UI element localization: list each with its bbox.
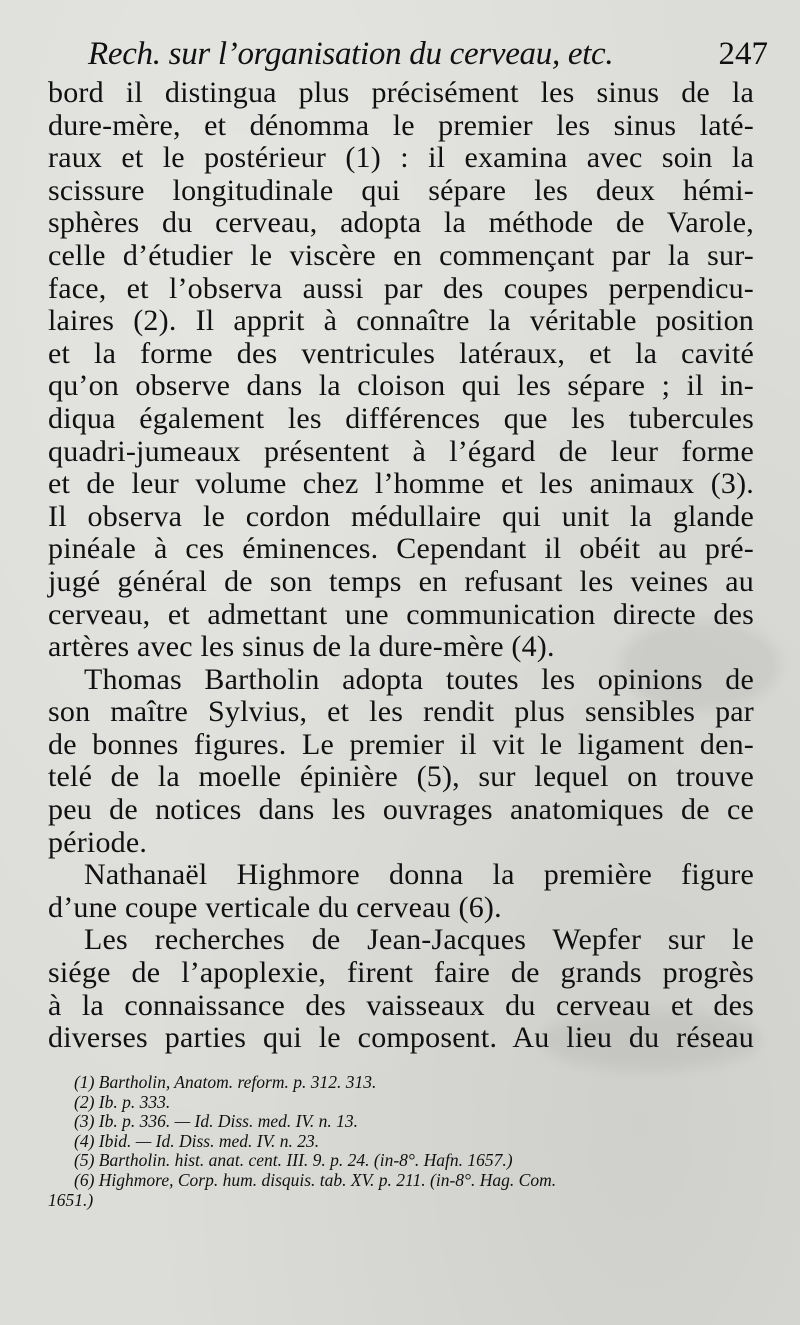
text-line: Thomas Bartholin adopta toutes les opinions de	[84, 662, 754, 696]
text-line: diverses parties qui le composent. Au lieu du réseau	[48, 1021, 754, 1055]
page-header	[88, 32, 768, 76]
text-line: dure-mère, et dénomma le premier les sinus laté-	[48, 108, 754, 142]
text-line: et la forme des ventricules latéraux, et la cavité	[48, 336, 754, 370]
text-line: diqua également les différences que les tubercules	[48, 401, 754, 435]
text-line: bord il distingua plus précisément les sinus de la	[48, 76, 754, 109]
text-line: son maître Sylvius, et les rendit plus sensibles par	[48, 695, 754, 729]
text-line: siége de l’apoplexie, firent faire de grands progrès	[48, 956, 754, 990]
text-line: quadri-jumeaux présentent à l’égard de leur forme	[48, 434, 754, 468]
text-line: jugé général de son temps en refusant les veines au	[48, 564, 754, 598]
footnote-continuation: 1651.)	[48, 1189, 94, 1210]
text-line: Nathanaël Highmore donna la première figure	[84, 858, 754, 892]
text-line: artères avec les sinus de la dure-mère (4).	[48, 630, 555, 664]
body-text	[48, 77, 754, 1055]
text-line: période.	[48, 825, 148, 859]
text-line: de bonnes figures. Le premier il vit le ligament den-	[48, 727, 754, 761]
text-line: Il observa le cordon médullaire qui unit la glande	[48, 499, 754, 533]
text-line: face, et l’observa aussi par des coupes perpendicu-	[48, 271, 754, 305]
footnote: (1) Bartholin, Anatom. reform. p. 312. 313.	[74, 1072, 377, 1092]
text-line: sphères du cerveau, adopta la méthode de Varole,	[48, 206, 754, 240]
running-title: Rech. sur l’organisation du cerveau, etc.	[88, 36, 614, 72]
text-line: d’une coupe verticale du cerveau (6).	[48, 890, 502, 924]
text-line: à la connaissance des vaisseaux du cerveau et des	[48, 988, 754, 1022]
text-line: scissure longitudinale qui sépare les deux hémi-	[48, 173, 754, 207]
footnotes	[48, 1073, 758, 1210]
text-line: raux et le postérieur (1) : il examina avec soin la	[48, 141, 754, 175]
text-line: pinéale à ces éminences. Cependant il obéit au pré-	[48, 532, 754, 566]
text-line: cerveau, et admettant une communication directe des	[48, 597, 754, 631]
text-line: et de leur volume chez l’homme et les animaux (3).	[48, 467, 754, 501]
footnote: (3) Ib. p. 336. — Id. Diss. med. IV. n. 13.	[74, 1111, 359, 1132]
footnote: (5) Bartholin. hist. anat. cent. III. 9. p. 24. (in-8°. Hafn. 1657.)	[74, 1150, 513, 1171]
footnote: (2) Ib. p. 333.	[74, 1091, 171, 1112]
text-line: laires (2). Il apprit à connaître la véritable position	[48, 304, 754, 338]
text-line: celle d’étudier le viscère en commençant par la sur-	[48, 238, 754, 272]
text-line: qu’on observe dans la cloison qui les sépare ; il in-	[48, 369, 754, 403]
text-line: Les recherches de Jean-Jacques Wepfer sur le	[84, 923, 754, 957]
footnote: (6) Highmore, Corp. hum. disquis. tab. XV. p. 211. (in-8°. Hag. Com.	[74, 1169, 557, 1190]
text-line: peu de notices dans les ouvrages anatomiques de ce	[48, 793, 754, 827]
page-number: 247	[718, 36, 768, 72]
text-line: telé de la moelle épinière (5), sur lequel on trouve	[48, 760, 754, 794]
footnote: (4) Ibid. — Id. Diss. med. IV. n. 23.	[74, 1130, 320, 1151]
